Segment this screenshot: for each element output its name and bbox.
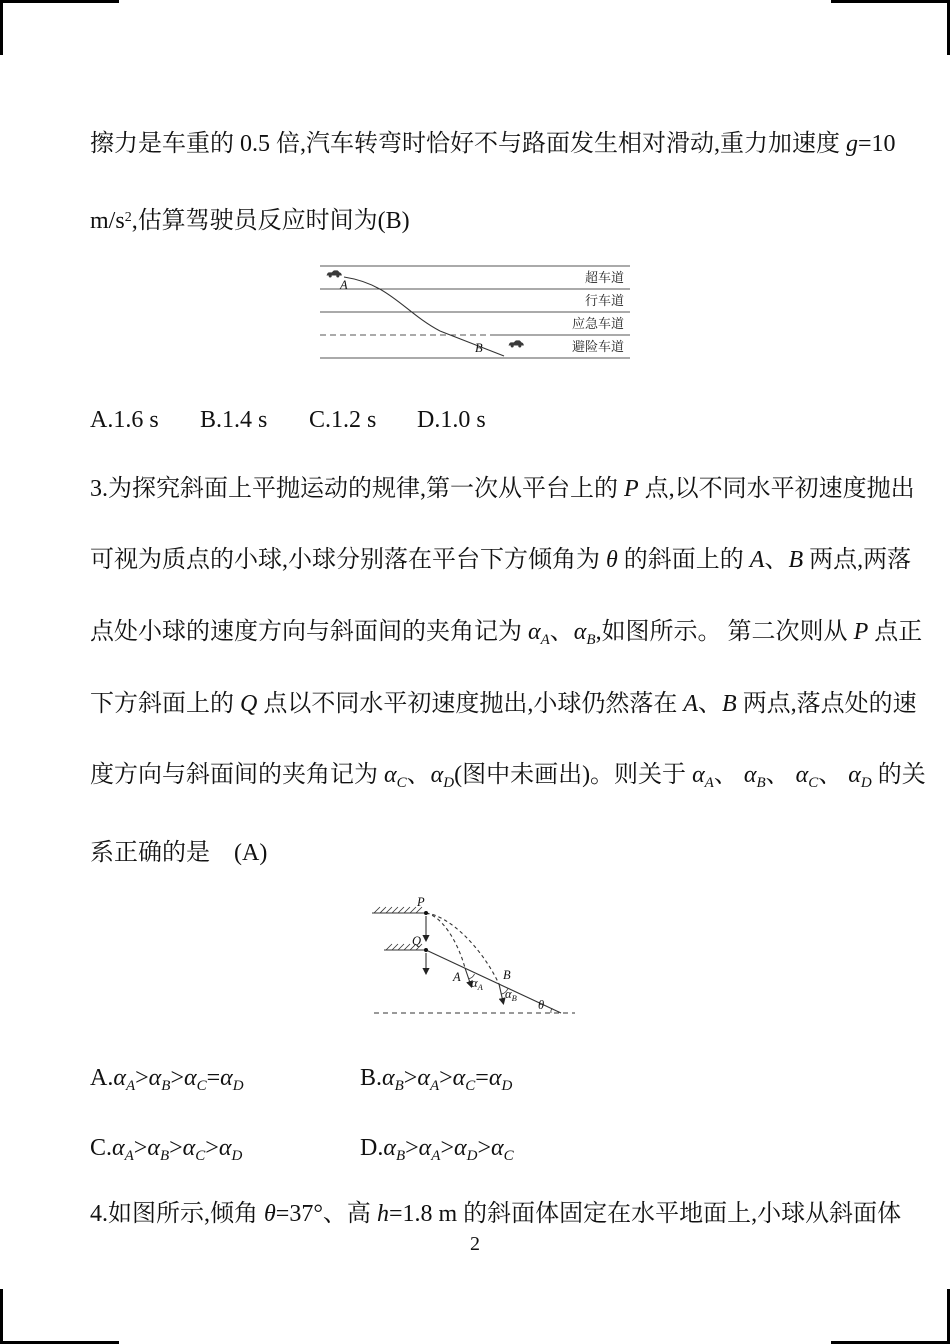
- incline-projectile-diagram: [368, 888, 588, 1038]
- q2-option-b: B.1.4 s: [200, 407, 268, 433]
- q3-option-c: [90, 1131, 242, 1173]
- text-segment: >: [405, 1135, 419, 1161]
- trajectory-to-b: [426, 913, 499, 984]
- text-segment: A: [683, 691, 699, 717]
- text-segment: D.: [360, 1135, 384, 1161]
- text-segment: 、: [698, 691, 723, 717]
- question2-text-line1: [90, 127, 896, 161]
- q2-option-c: C.1.2 s: [309, 407, 377, 433]
- text-segment: A: [125, 1078, 136, 1094]
- text-segment: A.: [90, 1065, 114, 1091]
- text-segment: =37°、高: [275, 1201, 377, 1227]
- text-segment: 、: [818, 762, 849, 788]
- text-segment: 、: [549, 619, 574, 645]
- text-segment: 的关: [871, 762, 926, 788]
- lane-label-escape: 避险车道: [571, 339, 624, 354]
- page-border-bottom-right: [831, 1289, 950, 1344]
- point-q: [424, 948, 428, 952]
- text-segment: 擦力是车重的 0.5 倍,汽车转弯时恰好不与路面发生相对滑动,重力加速度: [90, 131, 846, 157]
- text-segment: C: [195, 1148, 206, 1164]
- text-segment: >: [133, 1135, 148, 1161]
- text-segment: α: [384, 762, 397, 788]
- q2-option-a: A.1.6 s: [90, 407, 159, 433]
- text-segment: θ: [606, 547, 618, 573]
- car-icon-b: [509, 340, 524, 347]
- text-segment: P: [853, 619, 869, 645]
- question3-text-line3: [90, 615, 922, 657]
- text-segment: 点处小球的速度方向与斜面间的夹角记为: [90, 619, 528, 645]
- text-segment: α: [430, 762, 444, 788]
- text-segment: >: [477, 1135, 491, 1161]
- text-segment: B: [395, 1148, 406, 1164]
- text-segment: 3.为探究斜面上平抛运动的规律,第一次从平台上的: [90, 476, 624, 502]
- page-number: 2: [470, 1233, 480, 1255]
- car-icon-a: [327, 270, 342, 277]
- text-segment: =1.8 m 的斜面体固定在水平地面上,小球从斜面体: [388, 1201, 902, 1227]
- question2-figure: [320, 262, 630, 367]
- text-segment: C.: [90, 1135, 113, 1161]
- text-segment: >: [403, 1065, 418, 1091]
- text-segment: α: [220, 1065, 233, 1091]
- text-segment: 4.如图所示,倾角: [90, 1201, 264, 1227]
- text-segment: 度方向与斜面间的夹角记为: [90, 762, 384, 788]
- road-label-a: A: [340, 278, 348, 292]
- figure-label-theta: θ: [538, 998, 545, 1012]
- text-segment: α: [743, 762, 757, 788]
- platform-p-hatching: [374, 907, 422, 913]
- text-segment: α: [491, 1135, 504, 1161]
- figure-label-q: Q: [412, 934, 422, 948]
- text-segment: α: [454, 1135, 467, 1161]
- text-segment: (图中未画出)。则关于: [454, 762, 693, 788]
- text-segment: 、: [764, 547, 789, 573]
- text-segment: α: [488, 1065, 502, 1091]
- page-border-top-left: [0, 0, 119, 55]
- text-segment: C: [396, 775, 407, 791]
- text-segment: ,估算驾驶员反应时间为(B): [131, 208, 410, 234]
- text-segment: B: [788, 547, 804, 573]
- question3-figure: [368, 888, 588, 1043]
- road-label-b: B: [475, 341, 483, 355]
- text-segment: =: [206, 1065, 221, 1091]
- text-segment: α: [184, 1065, 197, 1091]
- question3-text-line4: [90, 687, 917, 721]
- text-segment: m/s: [90, 208, 125, 234]
- text-segment: 2: [124, 210, 132, 225]
- text-segment: B: [756, 775, 766, 791]
- text-segment: α: [147, 1135, 160, 1161]
- point-p: [424, 911, 428, 915]
- text-segment: 下方斜面上的: [90, 691, 240, 717]
- text-segment: 可视为质点的小球,小球分别落在平台下方倾角为: [90, 547, 606, 573]
- text-segment: C: [465, 1078, 476, 1094]
- text-segment: 两点,两落: [803, 547, 912, 573]
- page-border-bottom-left: [0, 1289, 119, 1344]
- figure-label-p: P: [417, 895, 425, 909]
- text-segment: α: [113, 1065, 126, 1091]
- question3-text-line2: [90, 543, 911, 577]
- text-segment: A: [431, 1148, 441, 1164]
- alpha-symbol: α: [471, 976, 478, 990]
- text-segment: >: [440, 1135, 454, 1161]
- text-segment: 点,以不同水平初速度抛出: [638, 476, 915, 502]
- road-diagram: [320, 262, 630, 362]
- question3-text-line6: [90, 836, 267, 870]
- question3-text-line1: [90, 472, 915, 506]
- text-segment: D: [443, 775, 455, 791]
- text-segment: 、: [406, 762, 431, 788]
- text-segment: =: [475, 1065, 489, 1091]
- text-segment: A: [124, 1148, 134, 1164]
- text-segment: B: [159, 1148, 170, 1164]
- text-segment: g: [846, 131, 858, 157]
- alpha-sub-a: A: [477, 982, 483, 992]
- text-segment: 点以不同水平初速度抛出,小球仍然落在: [257, 691, 684, 717]
- text-segment: D: [501, 1078, 513, 1094]
- text-segment: >: [169, 1135, 183, 1161]
- text-segment: α: [148, 1065, 162, 1091]
- q2-option-d: D.1.0 s: [417, 407, 486, 433]
- text-segment: C: [503, 1148, 514, 1164]
- text-segment: 、: [713, 762, 744, 788]
- page-border-top-right: [831, 0, 950, 55]
- question4-text-line1: [90, 1197, 901, 1231]
- figure-label-alpha-b: [505, 987, 517, 1003]
- alpha-symbol: α: [505, 987, 512, 1001]
- text-segment: ,如图所示。 第二次则从: [595, 619, 854, 645]
- q3-option-d: [360, 1131, 514, 1173]
- text-segment: B.: [360, 1065, 383, 1091]
- text-segment: α: [218, 1135, 232, 1161]
- text-segment: A: [704, 775, 714, 791]
- text-segment: α: [452, 1065, 466, 1091]
- text-segment: C: [196, 1078, 207, 1094]
- text-segment: α: [418, 1135, 432, 1161]
- car-trajectory-curve: [344, 277, 440, 331]
- text-segment: α: [182, 1135, 196, 1161]
- question2-text-line2: [90, 201, 410, 238]
- text-segment: D: [466, 1148, 478, 1164]
- q3-option-a: [90, 1061, 244, 1103]
- text-segment: B: [586, 632, 596, 648]
- text-segment: 、: [765, 762, 796, 788]
- text-segment: 系正确的是 (A): [90, 840, 268, 866]
- text-segment: 的斜面上的: [617, 547, 750, 573]
- text-segment: C: [808, 775, 819, 791]
- text-segment: =10: [858, 131, 896, 157]
- q3-option-b: [360, 1061, 512, 1103]
- text-segment: >: [205, 1135, 219, 1161]
- text-segment: Q: [240, 691, 258, 717]
- trajectory-to-a: [426, 913, 465, 968]
- text-segment: α: [112, 1135, 125, 1161]
- text-segment: 点正: [868, 619, 923, 645]
- text-segment: 两点,落点处的速: [736, 691, 917, 717]
- lane-label-driving: 行车道: [584, 293, 624, 308]
- text-segment: θ: [264, 1201, 276, 1227]
- lane-label-emergency: 应急车道: [571, 316, 624, 331]
- figure-label-b: B: [503, 968, 511, 982]
- text-segment: α: [382, 1065, 395, 1091]
- text-segment: α: [573, 619, 587, 645]
- text-segment: A: [749, 547, 765, 573]
- text-segment: α: [528, 619, 541, 645]
- text-segment: A: [540, 632, 550, 648]
- text-segment: B: [161, 1078, 171, 1094]
- text-segment: D: [232, 1078, 244, 1094]
- text-segment: >: [439, 1065, 453, 1091]
- text-segment: α: [692, 762, 705, 788]
- text-segment: α: [383, 1135, 396, 1161]
- lane-label-overtaking: 超车道: [584, 270, 624, 285]
- figure-label-alpha-a: [471, 976, 484, 992]
- text-segment: D: [231, 1148, 243, 1164]
- text-segment: α: [417, 1065, 430, 1091]
- text-segment: h: [376, 1201, 389, 1227]
- text-segment: α: [795, 762, 809, 788]
- text-segment: B: [722, 691, 737, 717]
- alpha-sub-b: B: [511, 993, 517, 1003]
- text-segment: >: [170, 1065, 184, 1091]
- question3-text-line5: [90, 758, 926, 800]
- text-segment: B: [394, 1078, 404, 1094]
- text-segment: >: [135, 1065, 149, 1091]
- figure-label-a: A: [453, 970, 461, 984]
- text-segment: A: [429, 1078, 440, 1094]
- text-segment: α: [848, 762, 861, 788]
- text-segment: P: [624, 476, 639, 502]
- text-segment: D: [860, 775, 872, 791]
